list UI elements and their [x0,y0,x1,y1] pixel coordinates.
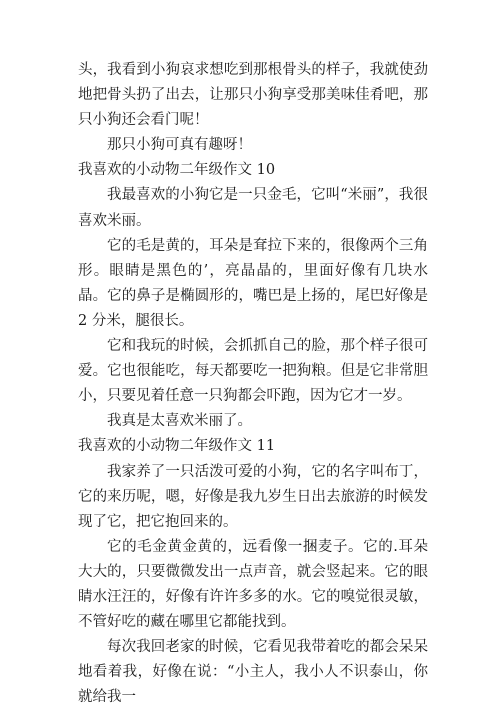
paragraph: 我最喜欢的小狗它是一只金毛，它叫“米丽”，我很喜欢米丽。 [78,187,428,229]
paragraph: 它的毛金黄金黄的，远看像一捆麦子。它的.耳朵大大的，只要微微发出一点声音，就会竖起来。它的眼睛水汪汪的，好像有许许多多的水。它的嗅觉很灵敏，不管好吃的藏在哪里它都能找到。 [78,538,428,631]
paragraph: 它和我玩的时候，会抓抓自己的脸，那个样子很可爱。它也很能吃，每天都要吃一把狗粮。但是它非常胆小，只要见着任意一只狗都会吓跑，因为它才一岁。 [78,338,428,405]
section-title: 我喜欢的小动物二年级作文 11 [78,438,276,455]
document-body [78,58,428,710]
paragraph: 我真是太喜欢米丽了。 [107,413,252,430]
paragraph: 每次我回老家的时候，它看见我带着吃的都会呆呆地看着我，好像在说：“小主人，我小人不识泰山，你就给我一 [78,639,428,706]
paragraph: 头，我看到小狗哀求想吃到那根骨头的样子，我就使劲地把骨头扔了出去，让那只小狗享受那美味佳肴吧，那只小狗还会看门呢！ [78,62,428,129]
paragraph: 我家养了一只活泼可爱的小狗，它的名字叫布丁，它的来历呢，嗯，好像是我九岁生日出去旅游的时候发现了它，把它抱回来的。 [78,463,428,530]
paragraph: 那只小狗可真有趣呀！ [107,137,252,154]
section-title: 我喜欢的小动物二年级作文 10 [78,162,276,179]
paragraph: 它的毛是黄的，耳朵是耷拉下来的，很像两个三角形。眼睛是黑色的’，亮晶晶的，里面好像有几块水晶。它的鼻子是椭圆形的，嘴巴是上扬的，尾巴好像是 2 分米，腿很长。 [78,237,428,329]
